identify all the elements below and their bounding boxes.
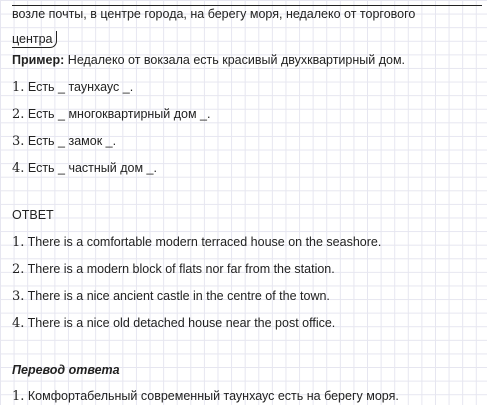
translation-heading: Перевод ответа [12, 363, 120, 377]
translation-item-1 [12, 388, 399, 405]
answer-item-1 [12, 234, 381, 251]
exercise-item-2 [12, 106, 210, 123]
answer-text: There is a nice old detached house near the post office. [24, 316, 336, 330]
exercise-text: Есть _ частный дом _. [24, 161, 157, 175]
exercise-item-1 [12, 79, 133, 96]
answer-number: 2. [12, 262, 25, 277]
exercise-text: Есть _ замок _. [24, 134, 117, 148]
example-label: Пример: [12, 53, 65, 67]
answer-text: There is a comfortable modern terraced house on the seashore. [24, 235, 382, 249]
translation-number: 1. [12, 389, 25, 404]
intro-line-1: возле почты, в центре города, на берегу моря, недалеко от торгового [12, 5, 482, 22]
answer-item-2 [12, 261, 335, 278]
exercise-number: 4. [12, 161, 25, 176]
answer-text: There is a nice ancient castle in the centre of the town. [24, 289, 330, 303]
example-line [12, 52, 405, 68]
exercise-number: 1. [12, 80, 25, 95]
answer-number: 4. [12, 316, 25, 331]
exercise-item-4 [12, 160, 157, 177]
answer-number: 1. [12, 235, 25, 250]
answer-item-4 [12, 315, 335, 332]
exercise-text: Есть _ многоквартирный дом _. [24, 107, 211, 121]
example-text: Недалеко от вокзала есть красивый двухквартирный дом. [64, 53, 406, 67]
exercise-number: 2. [12, 107, 25, 122]
exercise-number: 3. [12, 134, 25, 149]
answer-number: 3. [12, 289, 25, 304]
exercise-text: Есть _ таунхаус _. [24, 80, 134, 94]
answer-item-3 [12, 288, 330, 305]
intro-line-2: центра [12, 31, 57, 48]
answer-heading: ОТВЕТ [12, 208, 54, 222]
answer-text: There is a modern block of flats nor far from the station. [24, 262, 335, 276]
exercise-item-3 [12, 133, 116, 150]
translation-text: Комфортабельный современный таунхаус есть на берегу моря. [24, 389, 399, 403]
